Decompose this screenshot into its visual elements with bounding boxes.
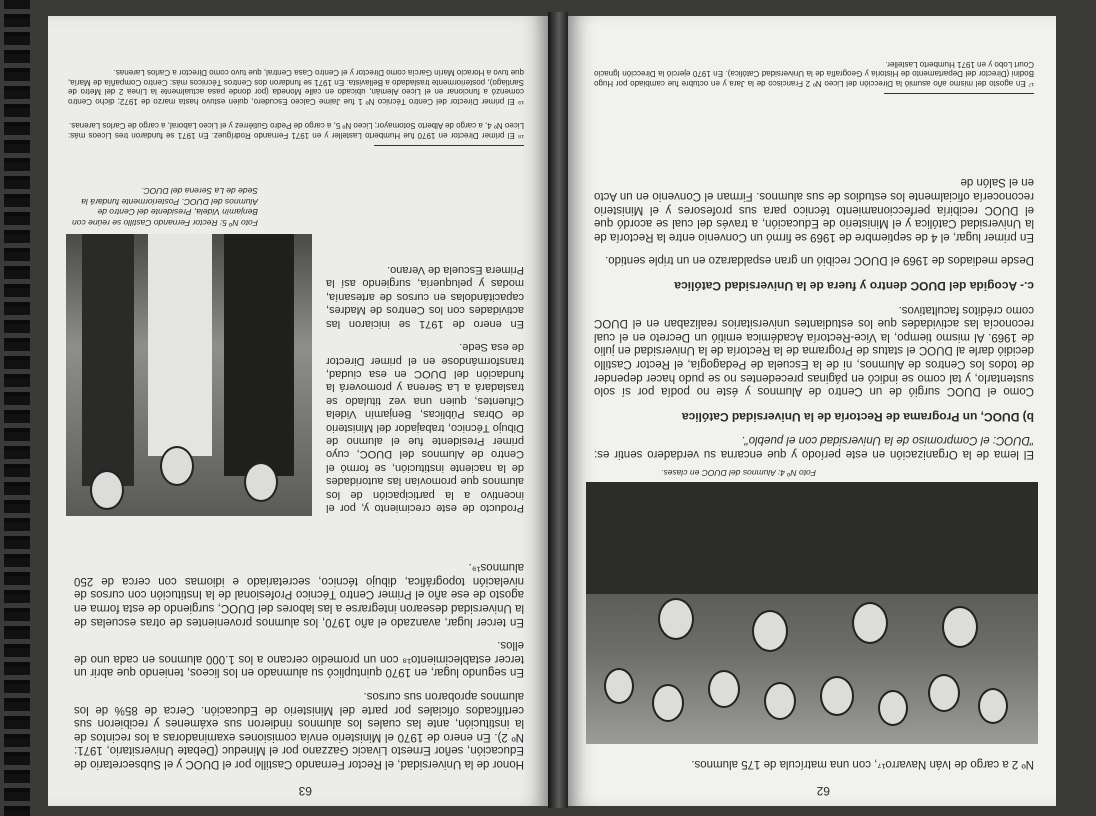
student-head <box>978 688 1008 724</box>
paragraph: Nº 2 a cargo de Iván Navarro¹⁷, con una matrícula de 175 alumnos. <box>691 758 1034 770</box>
book-gutter <box>548 12 568 808</box>
page-62 <box>568 16 1056 806</box>
paragraph: Desde mediados de 1969 el DUOC recibió un gran espaldarazo en un triple sentido. <box>605 254 1034 267</box>
footnote-17: ¹⁷ En agosto del mismo año asumió la Dirección del Liceo Nº 2 Francisco de la Jara y en octubre fue cambiado por Hugo Bodini (Director del Departamento de Historia y Geografía de la Universidad Católica). En 1970 ejerció la Dirección Ignacio Court Lobo y en 1971 Humberto Lasteller. <box>594 59 1034 88</box>
figure-right <box>82 234 134 486</box>
student-head <box>878 690 908 726</box>
footnote-18: ¹⁸ El primer Director en 1970 fue Humberto Lasteller y en 1971 Fernando Rodríguez. En 1971 se fundaron tres Liceos más: Liceo Nº 4, a cargo de Alberto Sotomayor; Liceo Nº 5, a cargo de Pedro Gutiérrez y el Liceo Laboral, a cargo de Carlos Larenas. <box>68 121 524 140</box>
student-head <box>708 670 740 708</box>
paragraph: En enero de 1971 se iniciaron las actividades con los Centros de Madres, capacitándolas en cursos de artesanía, modas y peluquería, surgiendo así la Primera Escuela de Verano. <box>326 264 524 330</box>
student-head <box>764 682 796 720</box>
desk-row <box>586 482 1038 594</box>
person-head <box>244 462 278 502</box>
paragraph: Honor de la Universidad, el Rector Fernando Castillo por el DUOC y el Subsecretario de Educación, señor Ernesto Livacic Gazzano por el Mineduc (Debate Universitario, 1971: Nº 2). En enero de 1970 el Ministerio envía comisiones examinadoras a los recintos de la institución, ante las cuales los alumnos rindieron sus exámenes y recibieron sus certificados oficiales por parte del Ministerio de Educación. Cerca de 85% de los alumnos aprobaron sus cursos. <box>74 690 524 770</box>
paragraph: Producto de este crecimiento y, por el incentivo a la participación de los alumnos que promovían las autoridades de la naciente institución, se formó el Centro de Alumnos del DUOC, cuyo primer Presidente fue el alumno de Dibujo Técnico, trabajador del Ministerio de Obras Públicas, Benjamín Videla Cifuentes, quien una vez titulado se trasladará a La Serena y promoverá la fundación del DUOC en esa ciudad, transformándose en el primer Director de esa Sede. <box>326 341 524 514</box>
page-63 <box>48 16 548 806</box>
paragraph: En primer lugar, el 4 de septiembre de 1969 se firmó un Convenio entre la Rectoría de la Universidad Católica y el Ministerio de Educación, a través del cual se acordó que el DUOC recibiría perfeccionamiento técnico para sus profesores y el Ministerio reconocería oficialmente los estudios de sus alumnos. Firman el Convenio en un Acto en el Salón de <box>594 176 1034 243</box>
paragraph: Como el DUOC surgió de un Centro de Alumnos y éste no podía por sí solo sustentarlo, y tal como se indicó en páginas precedentes no se pudo hacer depender de todos los Centros de Alumnos, ni de la Escuela de Pedagogía, el Rector Castillo decidió darle al DUOC el status de Programa de la Rectoría de la Universidad en julio de 1969. Al mismo tiempo, la Vice-Rectoría Académica emitió un Decreto en el cual reconocía las actividades que los estudiantes universitarios realizaban en el DUOC como créditos facultativos. <box>594 303 1034 398</box>
student-head <box>658 598 694 640</box>
body-text-column <box>326 253 524 514</box>
rector-photo <box>66 234 312 516</box>
page-number: 63 <box>298 784 312 798</box>
footnote-19: ¹⁹ El primer Director del Centro Técnico Nº 1 fue Jaime Calceo Escudero, quien estuvo hasta marzo de 1972; dicho Centro comenzó a funcionar en el Liceo Alemán, ubicado en calle Moneda (por donde pasa actualmente la Línea 2 del Metro de Santiago), posteriormente trasladado a Bellavista. En 1971 se fundaron dos Centros Técnicos más: Centro Compañía de María, que tuvo a Horacio Marín García como Director y el Centro Casa Central, que tuvo como Director a Carlos Larenas. <box>68 68 524 106</box>
student-head <box>652 684 684 722</box>
footnote-rule <box>884 93 1034 94</box>
figure-left <box>224 234 294 476</box>
class-photo <box>586 482 1038 744</box>
student-head <box>928 674 960 712</box>
figure-center <box>148 234 212 456</box>
body-text <box>594 165 1034 460</box>
body-text-top <box>74 550 524 770</box>
paragraph: En tercer lugar, avanzado el año 1970, los alumnos provenientes de otras escuelas de la Universidad desearon integrarse a las labores del DUOC, surgiendo de esta forma en agosto de ese año el Primer Centro Técnico Profesional de la Institución con cursos de nivelación topográfica, dibujo técnico, secretariado e idiomas con cerca de 250 alumnos¹⁹. <box>74 561 524 628</box>
paragraph: En segundo lugar, en 1970 quintuplicó su alumnado en los liceos, teniendo que abrir un tercer establecimiento¹⁸ con un promedio cercano a los 1.000 alumnos en cada uno de ellos. <box>74 639 524 679</box>
student-head <box>604 668 634 704</box>
student-head <box>942 606 978 648</box>
photo-caption: Foto Nº 4: Alumnos del DUOC en clases. <box>661 468 816 478</box>
footnote-rule <box>374 145 524 146</box>
student-head <box>852 602 888 644</box>
person-head <box>160 446 194 486</box>
page-number: 62 <box>816 784 830 798</box>
lema-text: El lema de la Organización en este período y que encarna su verdadero sentir es: <box>594 448 1034 460</box>
student-head <box>752 610 788 652</box>
section-heading-c: c.- Acogida del DUOC dentro y fuera de la Universidad Católica <box>674 279 1034 294</box>
lema-quote: "DUOC: el Compromiso de la Universidad con el pueblo". <box>741 434 1034 447</box>
opening-line <box>594 746 1034 770</box>
student-head <box>820 676 854 716</box>
section-heading-b: b) DUOC, un Programa de Rectoría de la Universidad Católica <box>681 409 1034 424</box>
person-head <box>90 470 124 510</box>
photo-caption: Foto Nº 5: Rector Fernando Castillo se reúne con Benjamín Videla, Presidente del Centro de Alumnos del DUOC. Posteriormente fundará la Sede de La Serena del DUOC. <box>72 186 258 228</box>
